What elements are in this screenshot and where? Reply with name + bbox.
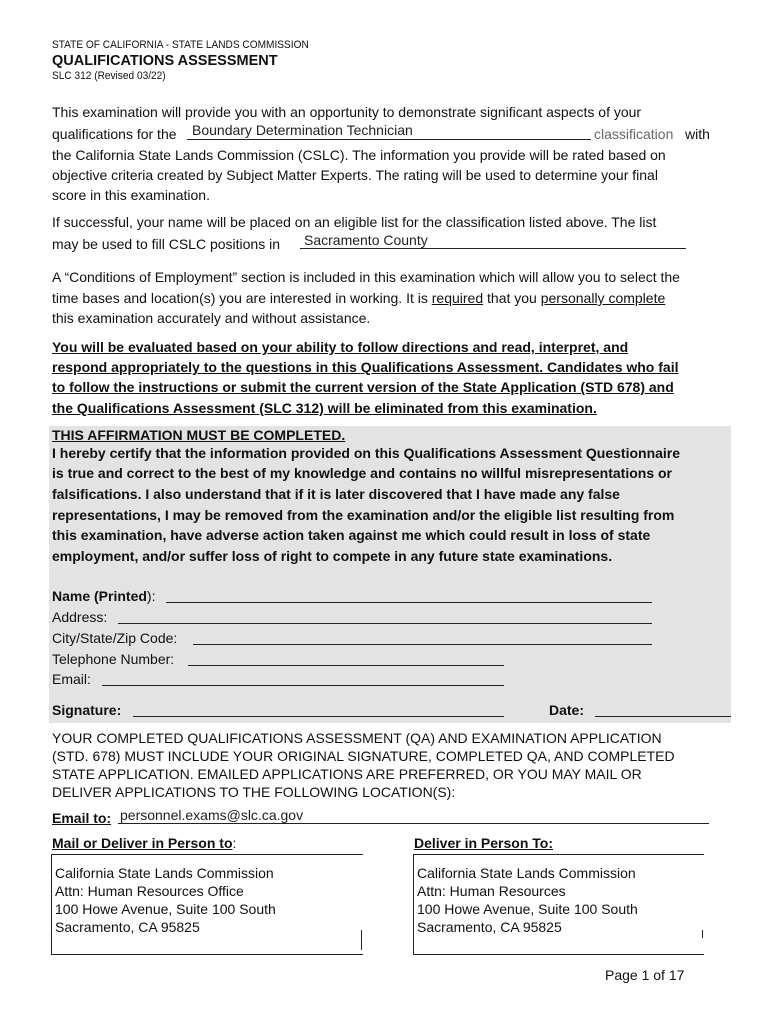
signature-input[interactable] <box>133 716 504 717</box>
name-label-rest: ): <box>146 588 156 604</box>
affirmation-line-4: representations, I may be removed from the examination and/or the eligible list resulting from <box>52 507 675 523</box>
email-to-value[interactable]: personnel.exams@slc.ca.gov <box>120 807 304 823</box>
intro-line-5: score in this examination. <box>52 187 210 203</box>
date-label: Date: <box>549 702 585 718</box>
mail-address-line-4: Sacramento, CA 95825 <box>55 919 200 935</box>
location-field[interactable]: Sacramento County <box>304 232 428 248</box>
conditions-line-2 <box>52 288 665 308</box>
email-input[interactable] <box>102 685 504 686</box>
conditions-line-2b: that you <box>487 290 537 306</box>
deliver-address-line-4: Sacramento, CA 95825 <box>417 919 562 935</box>
mail-address-line-3: 100 Howe Avenue, Suite 100 South <box>55 901 276 917</box>
deliver-box-edge <box>702 930 703 938</box>
classification-field[interactable]: Boundary Determination Technician <box>192 122 413 138</box>
mail-heading-text: Mail or Deliver in Person to <box>52 835 233 851</box>
submit-line-4: DELIVER APPLICATIONS TO THE FOLLOWING LOCATION(S): <box>52 784 456 800</box>
eligible-line-1: If successful, your name will be placed on an eligible list for the classification listed above. The list <box>52 214 657 230</box>
personally-complete-emphasis: personally complete <box>540 290 666 306</box>
intro-line-4: objective criteria created by Subject Matter Experts. The rating will be used to determine your final <box>52 167 658 183</box>
conditions-line-1: A “Conditions of Employment” section is included in this examination which will allow you to select the <box>52 269 680 285</box>
conditions-line-3: this examination accurately and without assistance. <box>52 310 371 326</box>
city-label: City/State/Zip Code: <box>52 630 178 646</box>
mail-address-line-2: Attn: Human Resources Office <box>55 883 244 899</box>
agency-name: STATE OF CALIFORNIA - STATE LANDS COMMISSION <box>52 39 309 51</box>
deliver-heading: Deliver in Person To: <box>414 835 553 851</box>
email-label: Email: <box>52 671 91 687</box>
name-label-bold: Name (Printed <box>52 588 147 604</box>
mail-heading <box>52 835 236 851</box>
affirmation-line-3: falsifications. I also understand that if it is later discovered that I have made any false <box>52 486 620 502</box>
affirmation-line-6: employment, and/or suffer loss of right to compete in any future state examinations. <box>52 548 613 564</box>
submit-line-1: YOUR COMPLETED QUALIFICATIONS ASSESSMENT (QA) AND EXAMINATION APPLICATION <box>52 730 662 746</box>
page-number: Page 1 of 17 <box>605 967 685 983</box>
required-emphasis: required <box>431 290 484 306</box>
mail-address-line-1: California State Lands Commission <box>55 865 274 881</box>
conditions-line-2a: time bases and location(s) you are interested in working. It is <box>52 290 428 306</box>
evaluation-line-4: the Qualifications Assessment (SLC 312) will be eliminated from this examination. <box>52 400 597 416</box>
name-input[interactable] <box>166 602 652 603</box>
name-label <box>52 588 155 604</box>
signature-label: Signature: <box>52 702 122 718</box>
evaluation-line-1: You will be evaluated based on your ability to follow directions and read, interpret, and <box>52 339 629 355</box>
affirmation-line-2: is true and correct to the best of my knowledge and contains no willful misrepresentations or <box>52 465 672 481</box>
affirmation-line-1: I hereby certify that the information provided on this Qualifications Assessment Questionnaire <box>52 445 681 461</box>
address-label: Address: <box>52 609 108 625</box>
mail-box-edge <box>361 930 362 950</box>
submit-line-2: (STD. 678) MUST INCLUDE YOUR ORIGINAL SIGNATURE, COMPLETED QA, AND COMPLETED <box>52 748 675 764</box>
intro-line-3: the California State Lands Commission (CSLC). The information you provide will be rated based on <box>52 147 666 163</box>
eligible-line-2-prefix: may be used to fill CSLC positions in <box>52 236 280 252</box>
classification-underline <box>187 139 591 140</box>
date-input[interactable] <box>595 716 731 717</box>
deliver-address-line-3: 100 Howe Avenue, Suite 100 South <box>417 901 638 917</box>
classification-label: classification <box>594 126 674 142</box>
address-input[interactable] <box>118 623 652 624</box>
deliver-address-line-2: Attn: Human Resources <box>417 883 566 899</box>
phone-label: Telephone Number: <box>52 651 175 667</box>
deliver-address-line-1: California State Lands Commission <box>417 865 636 881</box>
evaluation-line-2: respond appropriately to the questions in this Qualifications Assessment. Candidates who fail <box>52 359 679 375</box>
intro-line-1: This examination will provide you with an opportunity to demonstrate significant aspects of your <box>52 104 642 120</box>
intro-line-2-prefix: qualifications for the <box>52 126 177 142</box>
affirmation-title: THIS AFFIRMATION MUST BE COMPLETED. <box>52 427 346 443</box>
form-id: SLC 312 (Revised 03/22) <box>52 70 166 82</box>
mail-heading-colon: : <box>232 835 237 851</box>
affirmation-line-5: this examination, have adverse action taken against me which could result in loss of state <box>52 527 651 543</box>
email-to-label: Email to: <box>52 810 112 826</box>
city-state-zip-input[interactable] <box>193 644 652 645</box>
email-to-underline <box>118 823 709 824</box>
location-underline <box>300 248 686 249</box>
page-title: QUALIFICATIONS ASSESSMENT <box>52 53 278 69</box>
intro-line-2-suffix: with <box>685 126 710 142</box>
phone-input[interactable] <box>188 665 504 666</box>
evaluation-line-3: to follow the instructions or submit the current version of the State Application (STD 678) and <box>52 379 674 395</box>
submit-line-3: STATE APPLICATION. EMAILED APPLICATIONS ARE PREFERRED, OR YOU MAY MAIL OR <box>52 766 642 782</box>
